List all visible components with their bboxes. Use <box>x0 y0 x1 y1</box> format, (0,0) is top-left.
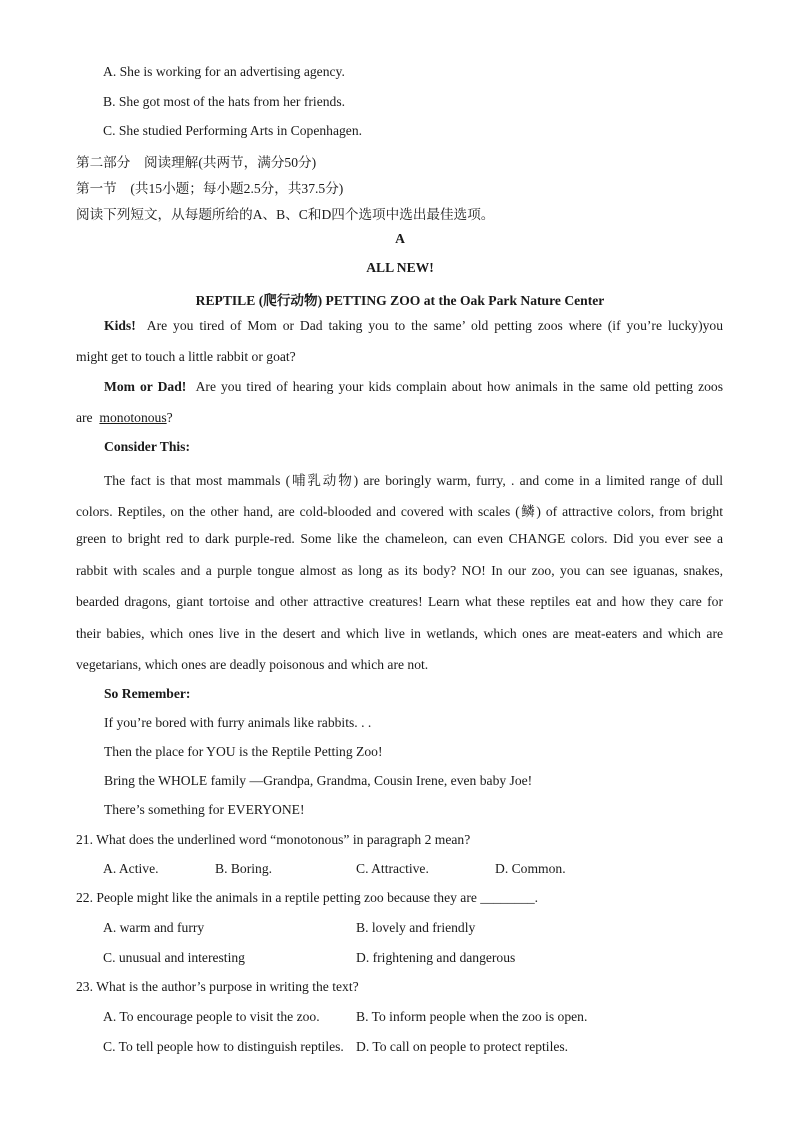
question-22-stem: 22. People might like the animals in a reptile petting zoo because they are ________. <box>76 890 539 905</box>
paragraph-2-lead: Mom or Dad! <box>104 379 187 394</box>
question-21-option-c: C. Attractive. <box>356 861 429 876</box>
remember-line-4: There’s something for EVERYONE! <box>104 802 305 817</box>
prev-option-a: A. She is working for an advertising agency. <box>103 64 345 79</box>
question-22-option-b: B. lovely and friendly <box>356 920 476 935</box>
question-21-option-d: D. Common. <box>495 861 566 876</box>
paragraph-2-line-1: Mom or Dad! Are you tired of hearing your kids complain about how animals in the same old petting zoos <box>104 379 723 394</box>
remember-line-3: Bring the WHOLE family —Grandpa, Grandma, Cousin Irene, even baby Joe! <box>104 773 533 788</box>
remember-line-1: If you’re bored with furry animals like rabbits. . . <box>104 715 372 730</box>
paragraph-3-line-4: rabbit with scales and a purple tongue almost as long as its body? NO! In our zoo, you can see iguanas, snakes, <box>76 563 723 578</box>
paragraph-3-line-7: vegetarians, which ones are deadly poisonous and which are not. <box>76 657 429 672</box>
passage-heading-new: ALL NEW! <box>366 260 434 275</box>
paragraph-3-line-3: green to bright red to dark purple-red. Some like the chameleon, can even CHANGE colors. Did you ever see a <box>76 531 723 546</box>
paragraph-2-line-2: are monotonous? <box>76 410 173 425</box>
question-23-option-a: A. To encourage people to visit the zoo. <box>103 1009 320 1024</box>
question-22-option-c: C. unusual and interesting <box>103 950 245 965</box>
paragraph-1-line-2: might get to touch a little rabbit or goat? <box>76 349 296 364</box>
prev-option-c: C. She studied Performing Arts in Copenhagen. <box>103 123 363 138</box>
question-23-option-b: B. To inform people when the zoo is open. <box>356 1009 588 1024</box>
passage-letter: A <box>395 231 405 246</box>
question-22-option-a: A. warm and furry <box>103 920 205 935</box>
paragraph-3-line-5: bearded dragons, giant tortoise and other attractive creatures! Learn what these reptiles eat and how they care for <box>76 594 723 609</box>
question-23-option-d: D. To call on people to protect reptiles. <box>356 1039 569 1054</box>
consider-heading: Consider This: <box>104 439 190 454</box>
paragraph-3-line-1: The fact is that most mammals (哺乳动物) are boringly warm, furry, . and come in a limited range of dull <box>104 473 723 488</box>
underlined-word: monotonous <box>99 410 167 425</box>
question-23-option-c: C. To tell people how to distinguish reptiles. <box>103 1039 344 1054</box>
paragraph-3-line-6: their babies, which ones live in the desert and which live in wetlands, which ones are meat-eaters and which are <box>76 626 723 641</box>
passage-heading-title: REPTILE (爬行动物) PETTING ZOO at the Oak Park Nature Center <box>195 293 605 308</box>
question-22-option-d: D. frightening and dangerous <box>356 950 516 965</box>
remember-line-2: Then the place for YOU is the Reptile Petting Zoo! <box>104 744 383 759</box>
section-instruction: 阅读下列短文，从每题所给的A、B、C和D四个选项中选出最佳选项。 <box>76 207 495 222</box>
section-part-title: 第二部分 阅读理解(共两节，满分50分) <box>76 155 317 170</box>
question-21-stem: 21. What does the underlined word “monotonous” in paragraph 2 mean? <box>76 832 471 847</box>
section-sub-title: 第一节 (共15小题；每小题2.5分，共37.5分) <box>76 181 344 196</box>
paragraph-1-line-1: Kids! Are you tired of Mom or Dad taking you to the same’ old petting zoos where (if you’re lucky)you <box>104 318 724 333</box>
paragraph-1-lead: Kids! <box>104 318 136 333</box>
paragraph-3-line-2: colors. Reptiles, on the other hand, are cold-blooded and covered with scales (鳞) of attractive colors, from bright <box>76 504 723 519</box>
prev-option-b: B. She got most of the hats from her friends. <box>103 94 346 109</box>
question-21-option-a: A. Active. <box>103 861 159 876</box>
question-23-stem: 23. What is the author’s purpose in writing the text? <box>76 979 359 994</box>
question-21-option-b: B. Boring. <box>215 861 273 876</box>
remember-heading: So Remember: <box>104 686 191 701</box>
